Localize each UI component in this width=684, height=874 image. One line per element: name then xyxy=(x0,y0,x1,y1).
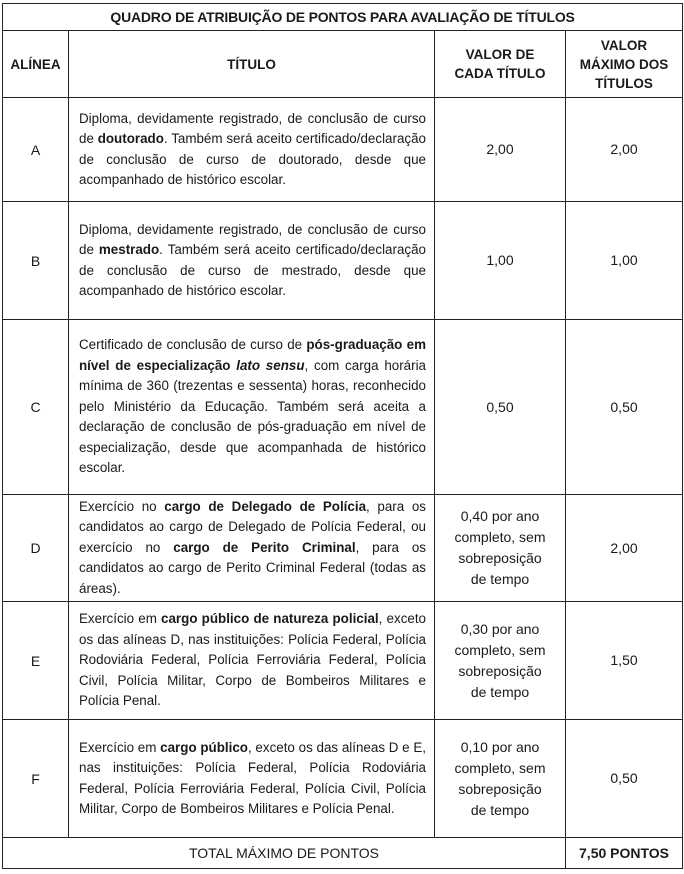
valor-cada-cell xyxy=(435,495,566,602)
alinea-cell: F xyxy=(3,720,69,838)
header-titulo: TÍTULO xyxy=(69,31,435,98)
titulo-description: Exercício em cargo público, exceto os das alíneas D e E, nas instituições: Polícia Federal, Polícia Rodoviária Federal, Polícia Ferroviária Federal, Polícia Civil, Polícia Militar, Corpo de Bombeiros Militares e Polícia Penal. xyxy=(69,720,435,838)
titulo-description: Exercício em cargo público de natureza policial, exceto os das alíneas D, nas instituições: Polícia Federal, Polícia Rodoviária Federal, Polícia Ferroviária Federal, Polícia Civil, Polícia Militar, Corpo de Bombeiros Militares e Polícia Penal. xyxy=(69,602,435,720)
table-row xyxy=(3,98,683,202)
emphasis-text: cargo de Perito Criminal xyxy=(173,539,356,555)
titulo-description: Diploma, devidamente registrado, de conclusão de curso de mestrado. Também será aceito certificado/declaração de conclusão de curso de mestrado, desde que acompanhado de histórico escolar. xyxy=(69,202,435,320)
titulo-description: Certificado de conclusão de curso de pós-graduação em nível de especialização lato sensu, com carga horária mínima de 360 (trezentas e sessenta) horas, reconhecido pelo Ministério da Educação. Também será aceita a declaração de conclusão de pós-graduação em nível de especialização, desde que acompanhada de histórico escolar. xyxy=(69,320,435,495)
table-row xyxy=(3,202,683,320)
table-title: QUADRO DE ATRIBUIÇÃO DE PONTOS PARA AVALIAÇÃO DE TÍTULOS xyxy=(3,4,683,31)
alinea-cell: A xyxy=(3,98,69,202)
valor-cada-cell xyxy=(435,720,566,838)
table-row xyxy=(3,720,683,838)
valor-cada-label: 0,40 por ano completo, sem sobreposição de tempo xyxy=(454,508,546,587)
emphasis-text: cargo público de natureza policial xyxy=(161,611,379,627)
total-row xyxy=(3,838,683,869)
valor-maximo-cell: 1,00 xyxy=(566,202,683,320)
valor-cada-cell: 2,00 xyxy=(435,98,566,202)
emphasis-text: doutorado xyxy=(97,131,164,146)
header-valor-cada-label: VALOR DE CADA TÍTULO xyxy=(454,47,546,81)
valor-cada-cell: 0,50 xyxy=(435,320,566,495)
table-row xyxy=(3,495,683,602)
valor-maximo-cell: 0,50 xyxy=(566,720,683,838)
header-alinea: ALÍNEA xyxy=(3,31,69,98)
valor-maximo-cell: 0,50 xyxy=(566,320,683,495)
header-valor-maximo xyxy=(566,31,683,98)
header-valor-cada xyxy=(435,31,566,98)
total-label: TOTAL MÁXIMO DE PONTOS xyxy=(3,838,566,869)
emphasis-text: lato sensu xyxy=(236,357,305,373)
total-value: 7,50 PONTOS xyxy=(566,838,683,869)
titulo-description: Exercício no cargo de Delegado de Polícia, para os candidatos ao cargo de Delegado de Polícia Federal, ou exercício no cargo de Perito Criminal, para os candidatos ao cargo de Perito Criminal Federal (todas as áreas). xyxy=(69,495,435,602)
points-table xyxy=(2,3,683,869)
alinea-cell: D xyxy=(3,495,69,602)
header-valor-maximo-label: VALOR MÁXIMO DOS TÍTULOS xyxy=(579,37,669,91)
valor-maximo-cell: 2,00 xyxy=(566,495,683,602)
emphasis-text: pós-graduação em nível de especialização xyxy=(79,337,426,373)
valor-maximo-cell: 1,50 xyxy=(566,602,683,720)
alinea-cell: E xyxy=(3,602,69,720)
emphasis-text: mestrado xyxy=(98,242,160,257)
valor-cada-label: 0,10 por ano completo, sem sobreposição de tempo xyxy=(454,738,546,818)
titulo-description: Diploma, devidamente registrado, de conclusão de curso de doutorado. Também será aceito certificado/declaração de conclusão de curso de doutorado, desde que acompanhado de histórico escolar. xyxy=(69,98,435,202)
valor-cada-cell: 1,00 xyxy=(435,202,566,320)
valor-maximo-cell: 2,00 xyxy=(566,98,683,202)
valor-cada-cell xyxy=(435,602,566,720)
valor-cada-label: 0,30 por ano completo, sem sobreposição de tempo xyxy=(454,620,546,700)
emphasis-text: cargo público xyxy=(160,739,248,755)
table-row xyxy=(3,602,683,720)
alinea-cell: C xyxy=(3,320,69,495)
alinea-cell: B xyxy=(3,202,69,320)
emphasis-text: cargo de Delegado de Polícia xyxy=(164,498,367,514)
table-row xyxy=(3,320,683,495)
